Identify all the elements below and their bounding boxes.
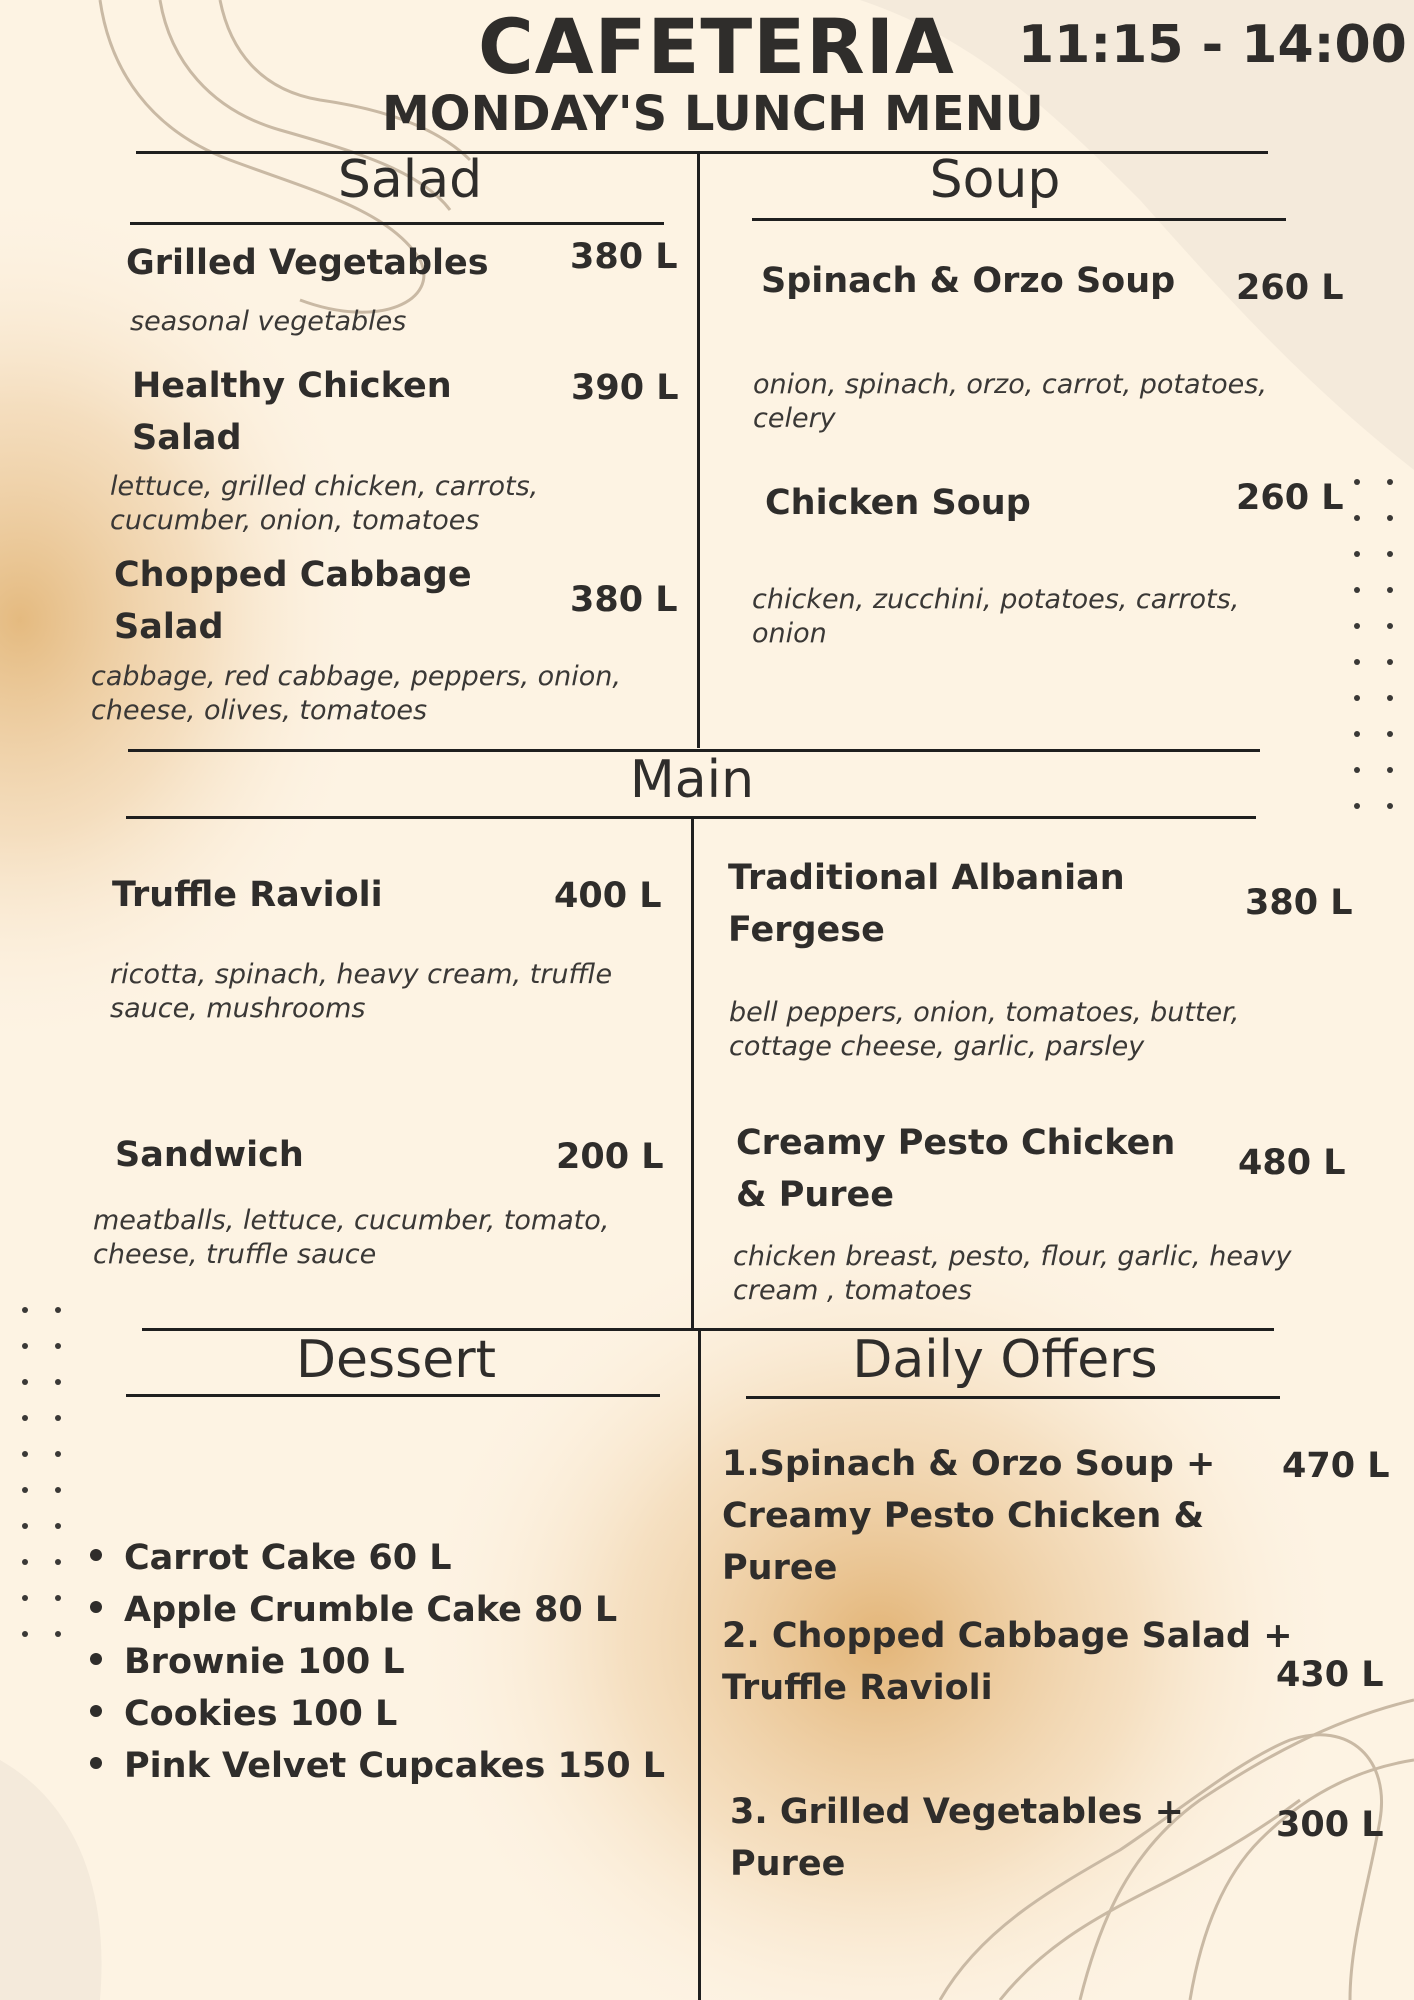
list-item: Apple Crumble Cake 80 L <box>90 1584 665 1636</box>
offer-item <box>722 1610 1322 1714</box>
salad-heading: Salad <box>337 150 483 210</box>
offer-price: 470 L <box>1282 1446 1390 1486</box>
bullet-icon <box>90 1653 102 1665</box>
dessert-heading: Dessert <box>296 1330 496 1390</box>
main-item-description: bell peppers, onion, tomatoes, butter, cottage cheese, garlic, parsley <box>729 997 1240 1062</box>
main-item-name: Creamy Pesto Chicken & Puree <box>736 1123 1176 1215</box>
list-item: Carrot Cake 60 L <box>90 1532 665 1584</box>
bullet-icon <box>90 1601 102 1613</box>
bullet-icon <box>90 1757 102 1769</box>
salad-item-name: Grilled Vegetables <box>126 243 489 283</box>
lower-center-divider <box>698 1331 701 2000</box>
main-item-description: ricotta, spinach, heavy cream, truffle sauce, mushrooms <box>110 959 613 1024</box>
list-item: Pink Velvet Cupcakes 150 L <box>90 1740 665 1792</box>
offers-heading-underline <box>746 1396 1280 1399</box>
salad-item-price: 390 L <box>571 368 679 408</box>
salad-item-name: Chopped Cabbage Salad <box>114 555 472 647</box>
menu-subtitle: MONDAY'S LUNCH MENU <box>382 86 1044 142</box>
soup-item-price: 260 L <box>1236 268 1344 308</box>
main-item-description: meatballs, lettuce, cucumber, tomato, cheese, truffle sauce <box>93 1205 610 1270</box>
main-item-name: Traditional Albanian Fergese <box>728 858 1125 950</box>
soup-item-description: chicken, zucchini, potatoes, carrots, onion <box>752 584 1240 649</box>
soup-heading-underline <box>752 218 1286 221</box>
salad-item-description: seasonal vegetables <box>130 306 407 337</box>
main-item-price: 480 L <box>1238 1143 1346 1183</box>
offers-heading: Daily Offers <box>852 1330 1158 1390</box>
salad-item-name: Healthy Chicken Salad <box>132 366 452 458</box>
soup-heading: Soup <box>929 150 1061 210</box>
offer-price: 300 L <box>1276 1805 1384 1845</box>
salad-heading-underline <box>130 222 664 225</box>
offer-price: 430 L <box>1276 1655 1384 1695</box>
main-item-price: 200 L <box>556 1137 664 1177</box>
offer-line: Creamy Pesto Chicken & Puree <box>722 1496 1205 1588</box>
offer-line: Truffle Ravioli <box>722 1668 993 1708</box>
soup-item-price: 260 L <box>1236 478 1344 518</box>
list-item: Brownie 100 L <box>90 1636 665 1688</box>
dessert-list <box>90 1532 665 1792</box>
opening-hours: 11:15 - 14:00 <box>1018 15 1407 75</box>
main-item-name: Truffle Ravioli <box>112 875 383 915</box>
salad-item-description: cabbage, red cabbage, peppers, onion, cheese, olives, tomatoes <box>91 661 622 726</box>
upper-center-divider <box>697 154 700 748</box>
salad-item-price: 380 L <box>570 580 678 620</box>
main-item-price: 380 L <box>1245 883 1353 923</box>
offer-item <box>722 1438 1322 1594</box>
page-title: CAFETERIA <box>478 2 955 91</box>
offer-line: Puree <box>730 1844 846 1884</box>
dessert-heading-underline <box>126 1394 660 1397</box>
main-item-description: chicken breast, pesto, flour, garlic, heavy cream , tomatoes <box>733 1241 1292 1306</box>
main-heading: Main <box>629 750 755 810</box>
main-item-price: 400 L <box>554 876 662 916</box>
main-item-name: Sandwich <box>115 1135 304 1175</box>
soup-item-description: onion, spinach, orzo, carrot, potatoes, celery <box>753 369 1267 434</box>
offer-line: 1.Spinach & Orzo Soup + <box>722 1444 1216 1484</box>
bullet-icon <box>90 1549 102 1561</box>
middle-center-divider <box>691 819 694 1330</box>
salad-item-description: lettuce, grilled chicken, carrots, cucumber, onion, tomatoes <box>110 471 539 536</box>
offer-line: 3. Grilled Vegetables + <box>730 1792 1184 1832</box>
list-item: Cookies 100 L <box>90 1688 665 1740</box>
soup-item-name: Spinach & Orzo Soup <box>761 261 1176 301</box>
bullet-icon <box>90 1705 102 1717</box>
offer-item <box>730 1786 1330 1890</box>
offer-line: 2. Chopped Cabbage Salad + <box>722 1616 1293 1656</box>
salad-item-price: 380 L <box>570 237 678 277</box>
soup-item-name: Chicken Soup <box>765 483 1031 523</box>
